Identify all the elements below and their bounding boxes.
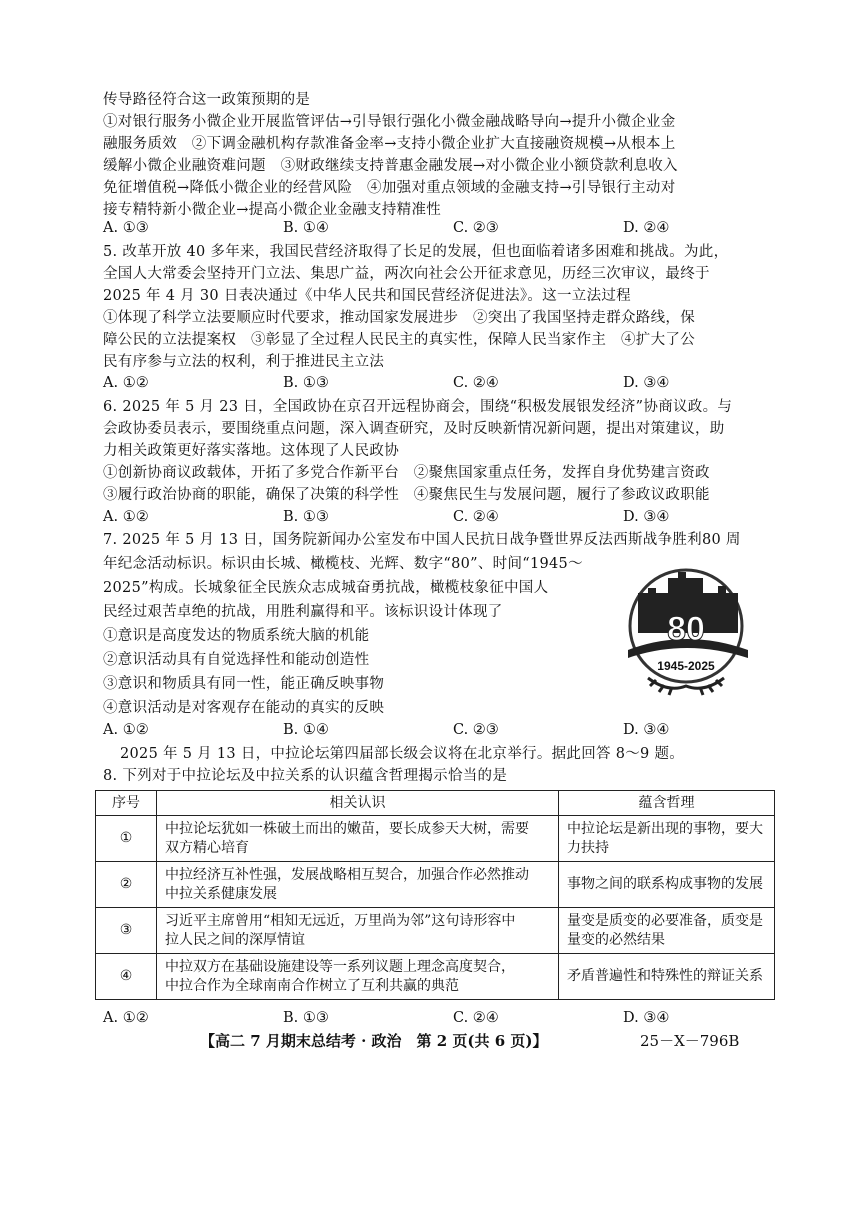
q4-line-3: 缓解小微企业融资难问题 ③财政继续支持普惠金融发展→对小微企业小额贷款利息收入 [103, 158, 678, 174]
option-c[interactable]: C. ②④ [453, 375, 499, 391]
option-b[interactable]: B. ①③ [283, 375, 329, 391]
q8-options [103, 1008, 743, 1028]
page-footer: 【高二 7 月期末总结考 · 政治 第 2 页(共 6 页)】 [200, 1032, 548, 1050]
row-no: ① [96, 816, 157, 862]
q7-line-5: ②意识活动具有自觉选择性和能动创造性 [103, 652, 370, 668]
q5-line-1: 全国人大常委会坚持开门立法、集思广益，两次向社会公开征求意见，历经三次审议，最终于 [103, 266, 710, 282]
row-philosophy: 矛盾普遍性和特殊性的辩证关系 [559, 954, 775, 1000]
paper-code: 25－X－796B [640, 1032, 740, 1050]
q7-line-7: ④意识活动是对客观存在能动的真实的反映 [103, 700, 385, 716]
option-b[interactable]: B. ①③ [283, 509, 329, 525]
q6-line-3: ①创新协商议政载体，开拓了多党合作新平台 ②聚焦国家重点任务，发挥自身优势建言资政 [103, 465, 710, 481]
option-a[interactable]: A. ①② [103, 722, 149, 738]
row-philosophy: 量变是质变的必要准备，质变是 量变的必然结果 [559, 908, 775, 954]
table-row [96, 908, 775, 954]
option-c[interactable]: C. ②③ [453, 220, 499, 236]
q8-stem: 8. 下列对于中拉论坛及中拉关系的认识蕴含哲理揭示恰当的是 [103, 768, 508, 784]
option-a[interactable]: A. ①② [103, 375, 149, 391]
option-a[interactable]: A. ①③ [103, 220, 149, 236]
q8-table [95, 790, 775, 1000]
option-d[interactable]: D. ③④ [623, 509, 670, 525]
q7-line-0: 7. 2025 年 5 月 13 日，国务院新闻办公室发布中国人民抗日战争暨世界反法西斯战争胜利80 周 [103, 532, 741, 548]
option-d[interactable]: D. ②④ [623, 220, 670, 236]
q5-options [103, 373, 743, 393]
header-recognition: 相关认识 [157, 791, 559, 816]
option-d[interactable]: D. ③④ [623, 722, 670, 738]
q7-line-3: 民经过艰苦卓绝的抗战，用胜利赢得和平。该标识设计体现了 [103, 604, 503, 620]
option-a[interactable]: A. ①② [103, 1010, 149, 1026]
q5-line-5: 民有序参与立法的权利，利于推进民主立法 [103, 354, 385, 370]
row-no: ④ [96, 954, 157, 1000]
table-header-row [96, 791, 775, 816]
q4-options [103, 218, 743, 238]
option-b[interactable]: B. ①③ [283, 1010, 329, 1026]
header-philosophy: 蕴含哲理 [559, 791, 775, 816]
logo-years: 1945-2025 [657, 659, 715, 673]
option-d[interactable]: D. ③④ [623, 1010, 670, 1026]
q4-line-4: 免征增值税→降低小微企业的经营风险 ④加强对重点领域的金融支持→引导银行主动对 [103, 180, 676, 196]
q5-line-0: 5. 改革开放 40 多年来，我国民营经济取得了长足的发展，但也面临着诸多困难和挑战。为此， [103, 244, 729, 260]
table-row [96, 954, 775, 1000]
q6-line-4: ③履行政治协商的职能，确保了决策的科学性 ④聚焦民生与发展问题，履行了参政议政职能 [103, 487, 710, 503]
table-row [96, 862, 775, 908]
intro-8-9: 2025 年 5 月 13 日，中拉论坛第四届部长级会议将在北京举行。据此回答 8～9 题。 [120, 746, 685, 762]
option-b[interactable]: B. ①④ [283, 220, 329, 236]
q5-line-3: ①体现了科学立法要顺应时代要求，推动国家发展进步 ②突出了我国坚持走群众路线，保 [103, 310, 695, 326]
q7-line-1: 年纪念活动标识。标识由长城、橄榄枝、光辉、数字“80”、时间“1945～ [103, 556, 583, 572]
q6-options [103, 507, 743, 527]
option-d[interactable]: D. ③④ [623, 375, 670, 391]
option-c[interactable]: C. ②③ [453, 722, 499, 738]
table-row [96, 816, 775, 862]
row-philosophy: 中拉论坛是新出现的事物，要大 力扶持 [559, 816, 775, 862]
row-no: ② [96, 862, 157, 908]
q6-line-0: 6. 2025 年 5 月 23 日，全国政协在京召开远程协商会，围绕“积极发展银发经济”协商议政。与 [103, 399, 733, 415]
q7-line-2: 2025”构成。长城象征全民族众志成城奋勇抗战，橄榄枝象征中国人 [103, 580, 549, 596]
q7-line-4: ①意识是高度发达的物质系统大脑的机能 [103, 628, 370, 644]
q4-line-1: ①对银行服务小微企业开展监管评估→引导银行强化小微金融战略导向→提升小微企业金 [103, 114, 676, 130]
row-no: ③ [96, 908, 157, 954]
row-recognition: 中拉双方在基础设施建设等一系列议题上理念高度契合， 中拉合作为全球南南合作树立了互利共赢的典范 [157, 954, 559, 1000]
q7-options [103, 720, 743, 740]
option-c[interactable]: C. ②④ [453, 509, 499, 525]
row-philosophy: 事物之间的联系构成事物的发展 [559, 862, 775, 908]
row-recognition: 习近平主席曾用“相知无远近，万里尚为邻”这句诗形容中 拉人民之间的深厚情谊 [157, 908, 559, 954]
q6-line-1: 会政协委员表示，要围绕重点问题，深入调查研究，及时反映新情况新问题，提出对策建议，助 [103, 421, 725, 437]
q4-line-5: 接专精特新小微企业→提高小微企业金融支持精准性 [103, 202, 442, 218]
option-b[interactable]: B. ①④ [283, 722, 329, 738]
q6-line-2: 力相关政策更好落实落地。这体现了人民政协 [103, 443, 399, 459]
option-c[interactable]: C. ②④ [453, 1010, 499, 1026]
option-a[interactable]: A. ①② [103, 509, 149, 525]
q7-line-6: ③意识和物质具有同一性，能正确反映事物 [103, 676, 385, 692]
row-recognition: 中拉论坛犹如一株破土而出的嫩苗，要长成参天大树，需要 双方精心培育 [157, 816, 559, 862]
q5-line-4: 障公民的立法提案权 ③彰显了全过程人民民主的真实性，保障人民当家作主 ④扩大了公 [103, 332, 695, 348]
header-no: 序号 [96, 791, 157, 816]
q4-line-2: 融服务质效 ②下调金融机构存款准备金率→支持小微企业扩大直接融资规模→从根本上 [103, 136, 676, 152]
anniversary-logo [598, 558, 778, 708]
logo-number: 80 [667, 610, 705, 648]
q5-line-2: 2025 年 4 月 30 日表决通过《中华人民共和国民营经济促进法》。这一立法过程 [103, 288, 631, 304]
q4-line-0: 传导路径符合这一政策预期的是 [103, 92, 311, 108]
row-recognition: 中拉经济互补性强，发展战略相互契合，加强合作必然推动 中拉关系健康发展 [157, 862, 559, 908]
